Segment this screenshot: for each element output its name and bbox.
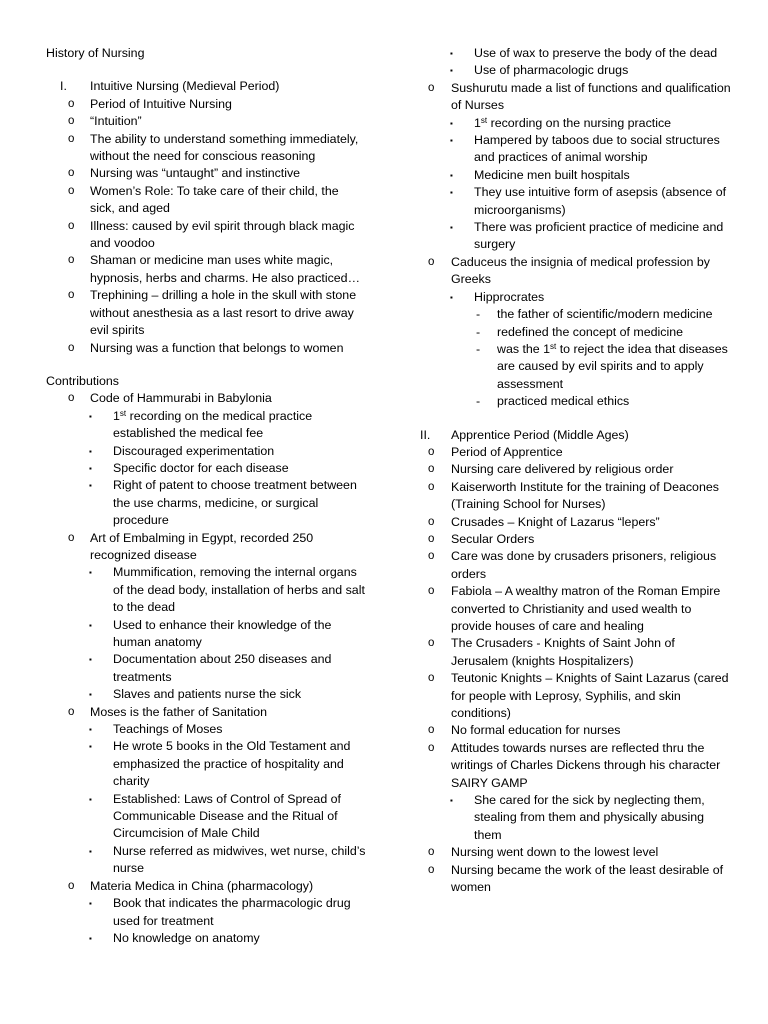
list-item <box>46 165 366 182</box>
item-text-prefix: 1 <box>113 408 120 423</box>
item-text <box>90 97 232 111</box>
sub-list-item <box>420 62 732 79</box>
sub-list-item <box>46 408 366 443</box>
ordinal-superscript: st <box>550 341 557 351</box>
item-text-body: She cared for the sick by neglecting them, stealing from them and physically abusing them <box>474 793 705 842</box>
item-text <box>451 480 719 511</box>
item-text-body: Care was done by crusaders prisoners, religious orders <box>451 549 717 581</box>
item-text <box>451 255 710 286</box>
sub-list-item <box>420 219 732 254</box>
bullet-icon: ▪ <box>89 655 92 665</box>
item-text <box>474 133 720 164</box>
sub-list-item <box>46 564 366 616</box>
list-item <box>420 444 732 461</box>
item-text <box>113 792 341 841</box>
bullet-icon: ▪ <box>450 118 453 128</box>
item-text <box>474 46 717 60</box>
sub-list-item <box>46 930 366 947</box>
bullet-icon: o <box>68 531 75 544</box>
item-text-body: No knowledge on anatomy <box>113 930 260 945</box>
sub-list-item <box>46 617 366 652</box>
list-item <box>46 287 366 339</box>
item-text-body: He wrote 5 books in the Old Testament and emphasized the practice of hospitality and charity <box>113 739 351 789</box>
item-text <box>451 741 720 790</box>
roman-numeral: I. <box>60 79 67 94</box>
item-text-body: The ability to understand something immediately, without the need for conscious reasoning <box>90 131 359 164</box>
list-item <box>420 479 732 514</box>
bullet-icon: o <box>428 515 435 528</box>
item-text-body: Nursing became the work of the least desirable of women <box>451 862 724 895</box>
bullet-icon: - <box>476 341 481 356</box>
right-column <box>420 45 732 897</box>
item-text <box>90 132 358 163</box>
item-text <box>474 168 630 182</box>
item-text <box>474 116 671 130</box>
item-text <box>451 549 716 580</box>
item-text-body: recording on the nursing practice <box>487 115 672 130</box>
bullet-icon: ▪ <box>89 725 92 735</box>
item-text <box>90 114 142 128</box>
item-text-body: Slaves and patients nurse the sick <box>113 687 302 702</box>
list-item <box>46 131 366 166</box>
bullet-icon: - <box>476 394 481 409</box>
item-text-body: Intuitive Nursing (Medieval Period) <box>90 79 280 94</box>
list-item <box>420 514 732 531</box>
bullet-icon: o <box>68 341 75 354</box>
item-text-body: Mummification, removing the internal organs of the dead body, installation of herbs and salt to the dead <box>113 565 365 615</box>
item-text-body: Kaiserworth Institute for the training of Deacones (Training School for Nurses) <box>451 479 719 512</box>
list-item <box>420 583 732 635</box>
item-text <box>113 722 223 736</box>
item-text <box>90 166 300 180</box>
bullet-icon: ▪ <box>89 620 92 630</box>
item-text-body: Hampered by taboos due to social structures and practices of animal worship <box>474 133 720 165</box>
bullet-icon: ▪ <box>89 899 92 909</box>
list-item <box>420 740 732 792</box>
roman-numeral: II. <box>420 427 431 442</box>
bullet-icon: ▪ <box>450 170 453 180</box>
item-text <box>113 896 351 927</box>
item-text <box>90 391 272 405</box>
item-text <box>451 81 731 112</box>
list-item <box>420 254 732 289</box>
dash-list-item <box>420 324 732 341</box>
list-item <box>46 704 366 721</box>
list-item <box>46 96 366 113</box>
bullet-icon: o <box>68 879 75 892</box>
item-text-body: Period of Apprentice <box>451 444 563 459</box>
item-text <box>113 478 357 527</box>
item-text-body: Nurse referred as midwives, wet nurse, child’s nurse <box>113 843 366 876</box>
item-text <box>451 723 620 737</box>
bullet-icon: o <box>428 741 435 754</box>
item-text <box>113 687 301 701</box>
item-text <box>90 253 360 284</box>
list-item <box>420 670 732 722</box>
item-text <box>474 63 628 77</box>
bullet-icon: o <box>428 863 435 876</box>
item-text <box>451 532 534 546</box>
bullet-icon: ▪ <box>450 188 453 198</box>
item-text <box>46 374 119 388</box>
bullet-icon: ▪ <box>89 463 92 473</box>
item-text-body: Caduceus the insignia of medical profession by Greeks <box>451 254 710 287</box>
item-text-body: No formal education for nurses <box>451 723 621 738</box>
item-text <box>497 325 683 339</box>
item-text-prefix: was the 1 <box>497 341 551 356</box>
item-text <box>451 462 673 476</box>
item-text <box>474 793 705 842</box>
sub-list-item <box>46 460 366 477</box>
item-text <box>90 79 279 93</box>
dash-list-item <box>420 341 732 393</box>
item-text <box>113 739 350 788</box>
list-item <box>420 461 732 478</box>
bullet-icon: o <box>68 392 75 405</box>
bullet-icon: ▪ <box>89 794 92 804</box>
bullet-icon: o <box>428 846 435 859</box>
item-text <box>497 394 629 408</box>
item-text <box>451 428 629 442</box>
bullet-icon: o <box>68 705 75 718</box>
item-text <box>113 461 289 475</box>
bullet-icon: ▪ <box>450 223 453 233</box>
roman-section-heading <box>46 78 366 95</box>
sub-list-item <box>46 721 366 738</box>
item-text-body: Used to enhance their knowledge of the human anatomy <box>113 617 332 649</box>
list-item <box>46 878 366 895</box>
bullet-icon: ▪ <box>89 690 92 700</box>
sub-list-item <box>46 443 366 460</box>
item-text-body: Nursing care delivered by religious order <box>451 462 674 477</box>
item-text-body: Teachings of Moses <box>113 722 223 737</box>
item-text <box>90 341 343 355</box>
bullet-icon: ▪ <box>450 292 453 302</box>
item-text-body: Book that indicates the pharmacologic drug used for treatment <box>113 896 351 928</box>
item-text-body: Teutonic Knights – Knights of Saint Lazarus (cared for people with Leprosy, Syphilis, and skin conditions) <box>451 671 729 721</box>
bullet-icon: ▪ <box>89 846 92 856</box>
list-item <box>46 252 366 287</box>
item-text <box>46 46 144 60</box>
item-text <box>113 409 312 440</box>
ordinal-superscript: st <box>480 115 488 125</box>
item-text <box>451 636 675 667</box>
bullet-icon: o <box>68 219 75 232</box>
item-text <box>474 220 723 251</box>
bullet-icon: o <box>68 132 75 145</box>
bullet-icon: o <box>68 184 75 197</box>
sub-list-item <box>420 167 732 184</box>
item-text-body: Attitudes towards nurses are reflected thru the writings of Charles Dickens through his character SAIRY GAMP <box>451 740 721 790</box>
item-text <box>113 565 365 614</box>
list-item <box>420 862 732 897</box>
item-text-body: There was proficient practice of medicine and surgery <box>474 220 724 252</box>
roman-section-heading <box>420 427 732 444</box>
item-text-body: Period of Intuitive Nursing <box>90 96 232 111</box>
item-text-body: Materia Medica in China (pharmacology) <box>90 878 314 893</box>
item-text <box>90 705 267 719</box>
list-item <box>46 530 366 565</box>
paragraph-spacer <box>46 357 366 373</box>
sub-list-item <box>420 792 732 844</box>
item-text <box>113 844 366 875</box>
bullet-icon: o <box>428 480 435 493</box>
item-text-body: Hipprocrates <box>474 289 545 304</box>
dash-list-item <box>420 306 732 323</box>
item-text-body: Right of patent to choose treatment between the use charms, medicine, or surgical procedure <box>113 478 357 528</box>
item-text-body: History of Nursing <box>46 46 145 60</box>
bullet-icon: ▪ <box>89 568 92 578</box>
item-text-body: recording on the medical practice established the medical fee <box>113 408 313 441</box>
item-text <box>451 845 658 859</box>
bullet-icon: o <box>428 550 435 563</box>
bullet-icon: ▪ <box>89 411 92 421</box>
item-text-body: Contributions <box>46 373 120 388</box>
bullet-icon: o <box>68 115 75 128</box>
bullet-icon: ▪ <box>89 481 92 491</box>
item-text-body: Crusades – Knight of Lazarus “lepers” <box>451 514 660 529</box>
paragraph-spacer <box>46 62 366 78</box>
item-text-body: redefined the concept of medicine <box>497 324 683 339</box>
item-text-prefix: 1 <box>474 115 481 130</box>
item-text-body: to reject the idea that diseases are caused by evil spirits and to apply assessment <box>497 341 728 391</box>
list-item <box>46 113 366 130</box>
item-text-body: Discouraged experimentation <box>113 443 275 458</box>
item-text <box>451 671 729 720</box>
section-heading <box>46 45 366 62</box>
sub-list-item <box>420 184 732 219</box>
item-text <box>451 584 720 633</box>
item-text <box>497 307 713 321</box>
item-text-body: Specific doctor for each disease <box>113 460 289 475</box>
item-text <box>451 863 723 894</box>
sub-list-item <box>420 132 732 167</box>
bullet-icon: - <box>476 307 481 322</box>
item-text <box>451 445 563 459</box>
ordinal-superscript: st <box>119 408 127 418</box>
bullet-icon: o <box>68 167 75 180</box>
bullet-icon: o <box>68 254 75 267</box>
item-text-body: Documentation about 250 diseases and treatments <box>113 652 332 684</box>
item-text <box>113 444 274 458</box>
list-item <box>46 390 366 407</box>
dash-list-item <box>420 393 732 410</box>
item-text <box>90 219 354 250</box>
item-text-body: Shaman or medicine man uses white magic, hypnosis, herbs and charms. He also practiced… <box>90 253 360 285</box>
item-text-body: the father of scientific/modern medicine <box>497 307 713 322</box>
bullet-icon: o <box>68 97 75 110</box>
list-item <box>420 722 732 739</box>
list-item <box>420 635 732 670</box>
item-text-body: The Crusaders - Knights of Saint John of Jerusalem (knights Hospitalizers) <box>451 636 675 668</box>
item-text <box>113 618 331 649</box>
item-text-body: Women’s Role: To take care of their child, the sick, and aged <box>90 183 339 216</box>
bullet-icon: ▪ <box>450 136 453 146</box>
item-text-body: Use of wax to preserve the body of the dead <box>474 46 718 60</box>
bullet-icon: ▪ <box>450 796 453 806</box>
list-item <box>420 844 732 861</box>
list-item <box>420 531 732 548</box>
item-text <box>113 652 331 683</box>
item-text-body: Nursing went down to the lowest level <box>451 845 659 860</box>
sub-list-item <box>420 45 732 62</box>
item-text <box>90 288 356 337</box>
bullet-icon: o <box>428 637 435 650</box>
bullet-icon: o <box>428 445 435 458</box>
section-heading <box>46 373 366 390</box>
item-text-body: Fabiola – A wealthy matron of the Roman Empire converted to Christianity and used wealth to provide houses of care and healing <box>451 584 721 633</box>
item-text-body: Nursing was “untaught” and instinctive <box>90 166 301 181</box>
item-text-body: practiced medical ethics <box>497 394 630 409</box>
item-text <box>113 931 260 945</box>
bullet-icon: - <box>476 324 481 339</box>
item-text-body: They use intuitive form of asepsis (absence of microorganisms) <box>474 185 727 217</box>
item-text-body: Code of Hammurabi in Babylonia <box>90 391 272 406</box>
sub-list-item <box>46 651 366 686</box>
item-text-body: Medicine men built hospitals <box>474 167 630 182</box>
item-text <box>474 185 726 216</box>
sub-list-item <box>46 895 366 930</box>
item-text-body: Trephining – drilling a hole in the skull with stone without anesthesia as a last resort to drive away evil spirits <box>90 288 357 338</box>
bullet-icon: o <box>428 463 435 476</box>
item-text-body: Moses is the father of Sanitation <box>90 704 268 719</box>
item-text-body: Established: Laws of Control of Spread of Communicable Disease and the Ritual of Circumcision of Male Child <box>113 791 341 841</box>
bullet-icon: ▪ <box>450 66 453 76</box>
item-text-body: “Intuition” <box>90 114 142 129</box>
sub-list-item <box>46 477 366 529</box>
list-item <box>46 340 366 357</box>
bullet-icon: o <box>428 724 435 737</box>
item-text-body: Nursing was a function that belongs to women <box>90 340 344 355</box>
bullet-icon: o <box>68 289 75 302</box>
list-item <box>420 80 732 115</box>
item-text-body: Illness: caused by evil spirit through black magic and voodoo <box>90 218 355 251</box>
bullet-icon: ▪ <box>89 933 92 943</box>
sub-list-item <box>46 791 366 843</box>
bullet-icon: o <box>428 255 435 268</box>
bullet-icon: ▪ <box>89 742 92 752</box>
item-text <box>90 531 313 562</box>
bullet-icon: o <box>428 81 435 94</box>
item-text <box>474 290 544 304</box>
item-text <box>90 184 339 215</box>
item-text-body: Apprentice Period (Middle Ages) <box>451 427 629 442</box>
item-text-body: Secular Orders <box>451 531 535 546</box>
bullet-icon: o <box>428 532 435 545</box>
list-item <box>46 183 366 218</box>
item-text <box>90 879 313 893</box>
sub-list-item <box>420 115 732 132</box>
item-text-body: Art of Embalming in Egypt, recorded 250 recognized disease <box>90 530 314 562</box>
list-item <box>420 548 732 583</box>
item-text-body: Sushurutu made a list of functions and qualification of Nurses <box>451 80 731 113</box>
sub-list-item <box>420 289 732 306</box>
bullet-icon: ▪ <box>450 49 453 58</box>
paragraph-spacer <box>420 411 732 427</box>
sub-list-item <box>46 843 366 878</box>
item-text <box>451 515 660 529</box>
item-text <box>497 342 728 391</box>
list-item <box>46 218 366 253</box>
bullet-icon: o <box>428 585 435 598</box>
bullet-icon: ▪ <box>89 446 92 456</box>
sub-list-item <box>46 686 366 703</box>
sub-list-item <box>46 738 366 790</box>
bullet-icon: o <box>428 672 435 685</box>
left-column <box>46 45 366 947</box>
item-text-body: Use of pharmacologic drugs <box>474 63 629 78</box>
